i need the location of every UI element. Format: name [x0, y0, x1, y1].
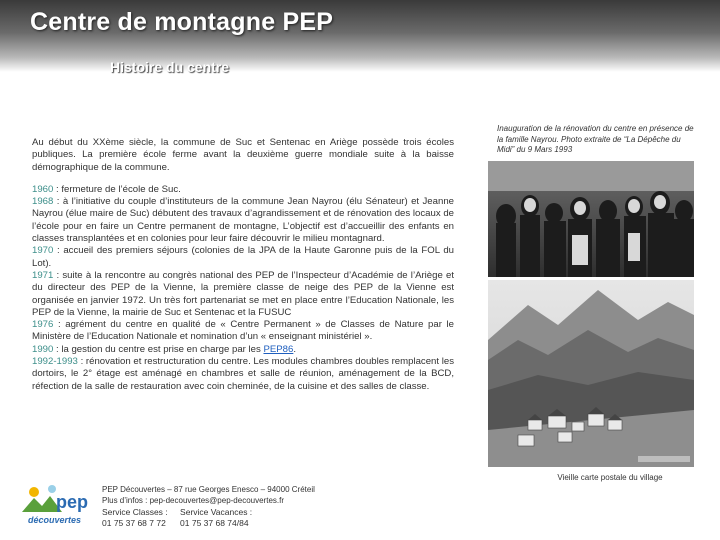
footer-info: Plus d’infos : pep-decouvertes@pep-decouvertes.fr — [102, 495, 284, 505]
footer-services — [102, 507, 262, 529]
history-entry — [32, 356, 454, 393]
intro-paragraph: Au début du XXème siècle, la commune de Suc et Sentenac en Ariège possède trois écoles publiques. La première école ferme avant la deuxième guerre mondiale suite à la baisse démographique de la commune. — [32, 137, 454, 173]
history-entry — [32, 196, 454, 245]
service-vacances-phone: 01 75 37 68 74/84 — [180, 518, 249, 528]
logo-text: découvertes — [28, 515, 82, 525]
inauguration-photo — [488, 161, 694, 277]
page-title: Centre de montagne PEP — [30, 8, 334, 36]
svg-text:pep: pep — [56, 492, 89, 512]
entry-text: : à l’initiative du couple d’instituteurs de la commune Jean Nayrou (élu Sénateur) et Jeanne Nayrou (élue maire de Suc) débutent des travaux d’agrandissement et de rénovation des locaux de l’école pour en faire un Centre permanent de montagne, L’objectif est d’accueillir des enfants en classes transplantées et en colonies pour leur faire découvrir le milieu montagnard. — [32, 196, 454, 245]
entry-year: 1970 — [32, 245, 54, 257]
top-photo-caption: Inauguration de la rénovation du centre en présence de la famille Nayrou. Photo extraite de “La Dépêche du Midi” du 9 Mars 1993 — [497, 124, 694, 154]
history-entry — [32, 344, 454, 356]
pep86-link[interactable]: PEP86 — [263, 343, 294, 355]
service-classes-phone: 01 75 37 68 7 72 — [102, 518, 166, 528]
entry-year: 1992-1993 — [32, 356, 78, 368]
history-entry — [32, 184, 454, 196]
footer-contact — [102, 485, 315, 506]
entry-text: : suite à la rencontre au congrès national des PEP de l’Inspecteur d’Académie de l’Ariège et du directeur des PEP de la Vienne, la première classe de neige des PEP de la Vienne est organisée en janvier 1972. Un très fort partenariat se met en place entre l’Education Nationale, les PEP de la Vienne, la mairie de Suc et Sentenac et la FUSUC — [32, 269, 454, 318]
history-text — [32, 137, 454, 393]
history-entry — [32, 319, 454, 344]
service-classes — [102, 507, 168, 529]
bottom-photo-caption: Vieille carte postale du village — [557, 473, 663, 482]
footer-address: PEP Découvertes – 87 rue Georges Enesco – 94000 Créteil — [102, 485, 315, 494]
history-entry — [32, 245, 454, 270]
service-classes-label: Service Classes : — [102, 507, 168, 517]
service-vacances-label: Service Vacances : — [180, 507, 253, 517]
service-vacances — [180, 507, 252, 529]
village-postcard — [488, 280, 694, 467]
entry-text: : fermeture de l’école de Suc. — [53, 183, 181, 195]
history-entry — [32, 270, 454, 319]
entry-year: 1976 — [32, 319, 54, 331]
entry-year: 1960 — [32, 183, 54, 195]
entry-text: : rénovation et restructuration du centre. Les modules chambres doubles remplacent les dortoirs, le 2° étage est aménagé en chambres et salle de réunion, aménagement de la BCD, réfection de la salle de restauration avec coin cheminée, de la cuisine et des salles de classe. — [32, 356, 454, 392]
entry-text: : la gestion du centre est prise en charge par les — [53, 343, 264, 355]
entry-text: : agrément du centre en qualité de « Centre Permanent » de Classes de Nature par le Ministère de l’Education Nationale et nomination d’un « enseignant ministériel ». — [32, 319, 454, 343]
page-subtitle: Histoire du centre — [110, 59, 230, 75]
entry-year: 1968 — [32, 196, 54, 208]
entry-text-end: . — [293, 343, 297, 355]
entry-text: : accueil des premiers séjours (colonies de la JPA de la Haute Garonne puis de la FOL du Lot). — [32, 245, 454, 269]
entry-year: 1971 — [32, 269, 54, 281]
entry-year: 1990 — [32, 343, 54, 355]
